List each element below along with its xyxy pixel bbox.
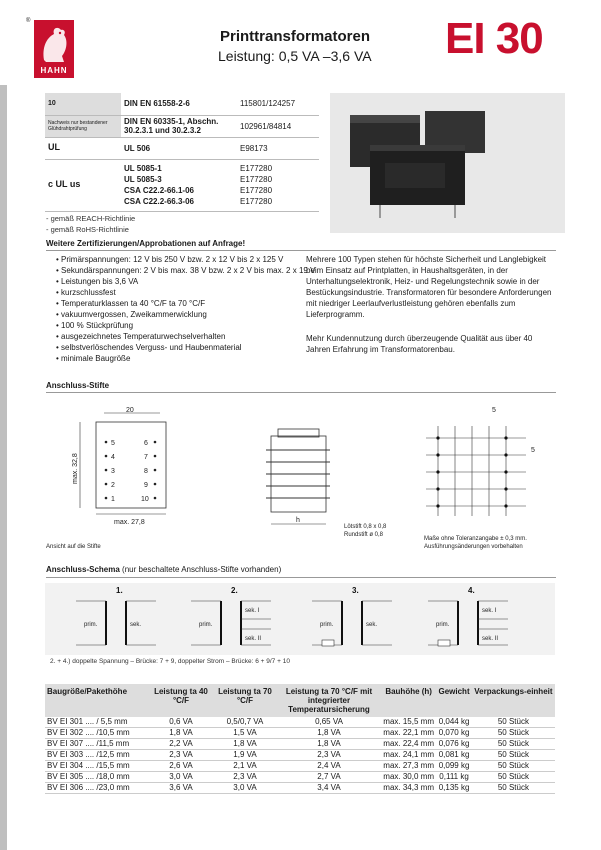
table-cell: 1,8 VA (277, 739, 381, 750)
divider (46, 577, 556, 578)
table-cell: BV EI 303 .... /12,5 mm (45, 750, 149, 761)
pin-label: 3 (111, 468, 115, 475)
cert-note: Nachweis nur bestandener Glühdrahtprüfung (45, 115, 121, 137)
grid-dim: 5 (492, 407, 496, 414)
cul-us-mark-icon: c UL us (45, 159, 121, 211)
table-cell: 0,070 kg (436, 728, 472, 739)
pin-layout-drawing (46, 396, 556, 556)
table-cell: max. 15,5 mm (381, 717, 436, 728)
cert-number: E98173 (237, 137, 319, 159)
logo-text: HAHN (40, 66, 68, 75)
table-cell: max. 30,0 mm (381, 772, 436, 783)
table-cell: 0,5/0,7 VA (213, 717, 277, 728)
cert-standard: DIN EN 61558-2-6 (121, 93, 237, 115)
pin-label: 1 (111, 496, 115, 503)
schema-label: prim. (199, 622, 213, 628)
table-cell: max. 34,3 mm (381, 783, 436, 794)
table-cell: 0,076 kg (436, 739, 472, 750)
table-cell: BV EI 306 .... /23,0 mm (45, 783, 149, 794)
page-subtitle: Leistung: 0,5 VA –3,6 VA (218, 48, 372, 64)
table-cell: 1,5 VA (213, 728, 277, 739)
series-code: EI 30 (445, 14, 543, 63)
dim-top: 20 (126, 407, 134, 414)
table-cell: 2,4 VA (277, 761, 381, 772)
table-cell: BV EI 305 .... /18,0 mm (45, 772, 149, 783)
pin-label: 4 (111, 454, 115, 461)
rooster-icon (34, 20, 74, 68)
list-item: • vakuumvergossen, Zweikammerwicklung (56, 309, 316, 320)
cert-row (45, 159, 319, 211)
table-row (45, 739, 555, 750)
pin-label: 5 (111, 440, 115, 447)
rohs-note: - gemäß RoHS-Richtlinie (46, 225, 129, 234)
pin-label: 6 (144, 440, 148, 447)
table-cell: max. 27,3 mm (381, 761, 436, 772)
table-cell: 2,6 VA (149, 761, 213, 772)
registered-mark: ® (26, 18, 31, 24)
description-paragraph: Mehrere 100 Typen stehen für höchste Sicherheit und Langlebigkeit beim Einsatz auf Printplatten, in Haushaltsgeräten, in der Unterhaltungselektronik, Heiz- und Regelungstechnik sowie in der Bestückungsindustrie. Transformatoren für besondere Anforderungen mit niedriger Leerlaufverlustleistung gehören ebenfalls zum Lieferprogramm. (306, 255, 552, 319)
spec-table (45, 684, 555, 794)
column-header: Leistung ta 70 °C/F (213, 684, 277, 717)
divider (46, 392, 556, 393)
table-cell: BV EI 304 .... /15,5 mm (45, 761, 149, 772)
schema-label: sek. I (245, 608, 260, 614)
pin-note: Rundstift ø 0,8 (344, 532, 384, 538)
page-edge-bar (0, 85, 7, 850)
table-cell: 2,1 VA (213, 761, 277, 772)
table-cell: max. 22,4 mm (381, 739, 436, 750)
table-row (45, 761, 555, 772)
more-certs-note: Weitere Zertifizierungen/Approbationen auf Anfrage! (46, 239, 246, 248)
schema-label: prim. (436, 622, 450, 628)
schema-number: 1. (116, 586, 123, 595)
grid-dim: 5 (531, 447, 535, 454)
cert-standard: DIN EN 60335-1, Abschn. 30.2.3.1 und 30.2.3.2 (121, 115, 237, 137)
tolerance-note: Maße ohne Toleranzangabe ± 0,3 mm. (424, 536, 527, 542)
table-cell: BV EI 307 .... /11,5 mm (45, 739, 149, 750)
dim-height: max. 32,8 (72, 453, 79, 484)
table-row (45, 783, 555, 794)
table-cell: max. 22,1 mm (381, 728, 436, 739)
cert-standard: UL 506 (121, 137, 237, 159)
pin-label: 10 (141, 496, 149, 503)
table-cell: 50 Stück (472, 761, 555, 772)
view-note: Ansicht auf die Stifte (46, 544, 101, 550)
cert-standard: UL 5085-1 UL 5085-3 CSA C22.2-66.1-06 CSA C22.2-66.3-06 (121, 159, 237, 211)
divider (46, 250, 556, 251)
schema-number: 2. (231, 586, 238, 595)
dim-h: h (296, 517, 300, 524)
table-cell: 1,8 VA (149, 728, 213, 739)
schema-section-title (46, 565, 281, 574)
table-cell: 2,2 VA (149, 739, 213, 750)
schema-label: sek. I (482, 608, 497, 614)
table-cell: 3,0 VA (149, 772, 213, 783)
table-cell: 2,3 VA (277, 750, 381, 761)
table-cell: 50 Stück (472, 717, 555, 728)
table-cell: BV EI 301 .... / 5,5 mm (45, 717, 149, 728)
table-cell: 0,044 kg (436, 717, 472, 728)
list-item: • Temperaturklassen ta 40 °C/F ta 70 °C/F (56, 298, 316, 309)
table-cell: 0,081 kg (436, 750, 472, 761)
table-cell: 1,8 VA (213, 739, 277, 750)
list-item: • Primärspannungen: 12 V bis 250 V bzw. 2 x 12 V bis 2 x 125 V (56, 254, 316, 265)
table-cell: 2,3 VA (213, 772, 277, 783)
column-header: Baugröße/Pakethöhe (45, 684, 149, 717)
ul-mark-icon: UL (45, 137, 121, 159)
table-cell: 0,6 VA (149, 717, 213, 728)
column-header: Bauhöhe (h) (381, 684, 436, 717)
list-item: • selbstverlöschendes Verguss- und Haubenmaterial (56, 342, 316, 353)
table-cell: 2,3 VA (149, 750, 213, 761)
pin-label: 2 (111, 482, 115, 489)
pins-section-title: Anschluss-Stifte (46, 381, 110, 390)
table-cell: 2,7 VA (277, 772, 381, 783)
reach-note: - gemäß REACH-Richtlinie (46, 214, 136, 223)
vde-mark-icon: 10 (45, 93, 121, 115)
certification-table (45, 93, 319, 212)
table-cell: 1,8 VA (277, 728, 381, 739)
tolerance-note: Ausführungsänderungen vorbehalten (424, 544, 523, 550)
table-header-row (45, 684, 555, 717)
list-item: • minimale Baugröße (56, 353, 316, 364)
table-cell: 3,0 VA (213, 783, 277, 794)
table-cell: 50 Stück (472, 783, 555, 794)
schema-number: 3. (352, 586, 359, 595)
schema-label: sek. (130, 622, 142, 628)
feature-list (46, 254, 316, 364)
column-header: Leistung ta 70 °C/F mit integrierter Temperatursicherung (277, 684, 381, 717)
schema-subtitle: (nur beschaltete Anschluss-Stifte vorhanden) (122, 565, 282, 574)
schema-label: prim. (84, 622, 98, 628)
column-header: Leistung ta 40 °C/F (149, 684, 213, 717)
schema-label: sek. II (245, 636, 262, 642)
schema-label: sek. (366, 622, 378, 628)
quality-paragraph: Mehr Kundennutzung durch überzeugende Qualität aus über 40 Jahren Erfahrung im Transformatorenbau. (306, 334, 533, 354)
table-row (45, 772, 555, 783)
table-cell: 0,111 kg (436, 772, 472, 783)
schema-label: prim. (320, 622, 334, 628)
table-cell: max. 24,1 mm (381, 750, 436, 761)
schema-footnote: 2. + 4.) doppelte Spannung – Brücke: 7 + 9, doppelter Strom – Brücke: 6 + 9/7 + 10 (50, 658, 290, 665)
pin-note: Lötstift 0,8 x 0,8 (344, 524, 387, 530)
cert-row (45, 115, 319, 137)
column-header: Verpackungs-einheit (472, 684, 555, 717)
table-row (45, 750, 555, 761)
list-item: • 100 % Stückprüfung (56, 320, 316, 331)
table-cell: 0,099 kg (436, 761, 472, 772)
cert-row (45, 93, 319, 115)
pin-label: 7 (144, 454, 148, 461)
list-item: • Sekundärspannungen: 2 V bis max. 38 V bzw. 2 x 2 V bis max. 2 x 19 V (56, 265, 316, 276)
table-cell: BV EI 302 .... /10,5 mm (45, 728, 149, 739)
pin-label: 9 (144, 482, 148, 489)
schema-title: Anschluss-Schema (46, 565, 120, 574)
cert-number: 102961/84814 (237, 115, 319, 137)
wiring-schema-drawing (46, 583, 556, 655)
table-cell: 50 Stück (472, 750, 555, 761)
list-item: • kurzschlussfest (56, 287, 316, 298)
dim-width: max. 27,8 (114, 519, 145, 526)
table-cell: 50 Stück (472, 772, 555, 783)
column-header: Gewicht (436, 684, 472, 717)
cert-row (45, 137, 319, 159)
table-cell: 1,9 VA (213, 750, 277, 761)
table-row (45, 728, 555, 739)
table-cell: 3,6 VA (149, 783, 213, 794)
table-cell: 50 Stück (472, 728, 555, 739)
list-item: • ausgezeichnetes Temperaturwechselverhalten (56, 331, 316, 342)
cert-number: 115801/124257 (237, 93, 319, 115)
list-item: • Leistungen bis 3,6 VA (56, 276, 316, 287)
pin-label: 8 (144, 468, 148, 475)
schema-number: 4. (468, 586, 475, 595)
page-title: Printtransformatoren (220, 28, 371, 45)
cert-number: E177280 E177280 E177280 E177280 (237, 159, 319, 211)
schema-label: sek. II (482, 636, 499, 642)
table-row (45, 717, 555, 728)
table-cell: 3,4 VA (277, 783, 381, 794)
table-cell: 50 Stück (472, 739, 555, 750)
product-photo (330, 93, 565, 233)
table-cell: 0,135 kg (436, 783, 472, 794)
table-cell: 0,65 VA (277, 717, 381, 728)
